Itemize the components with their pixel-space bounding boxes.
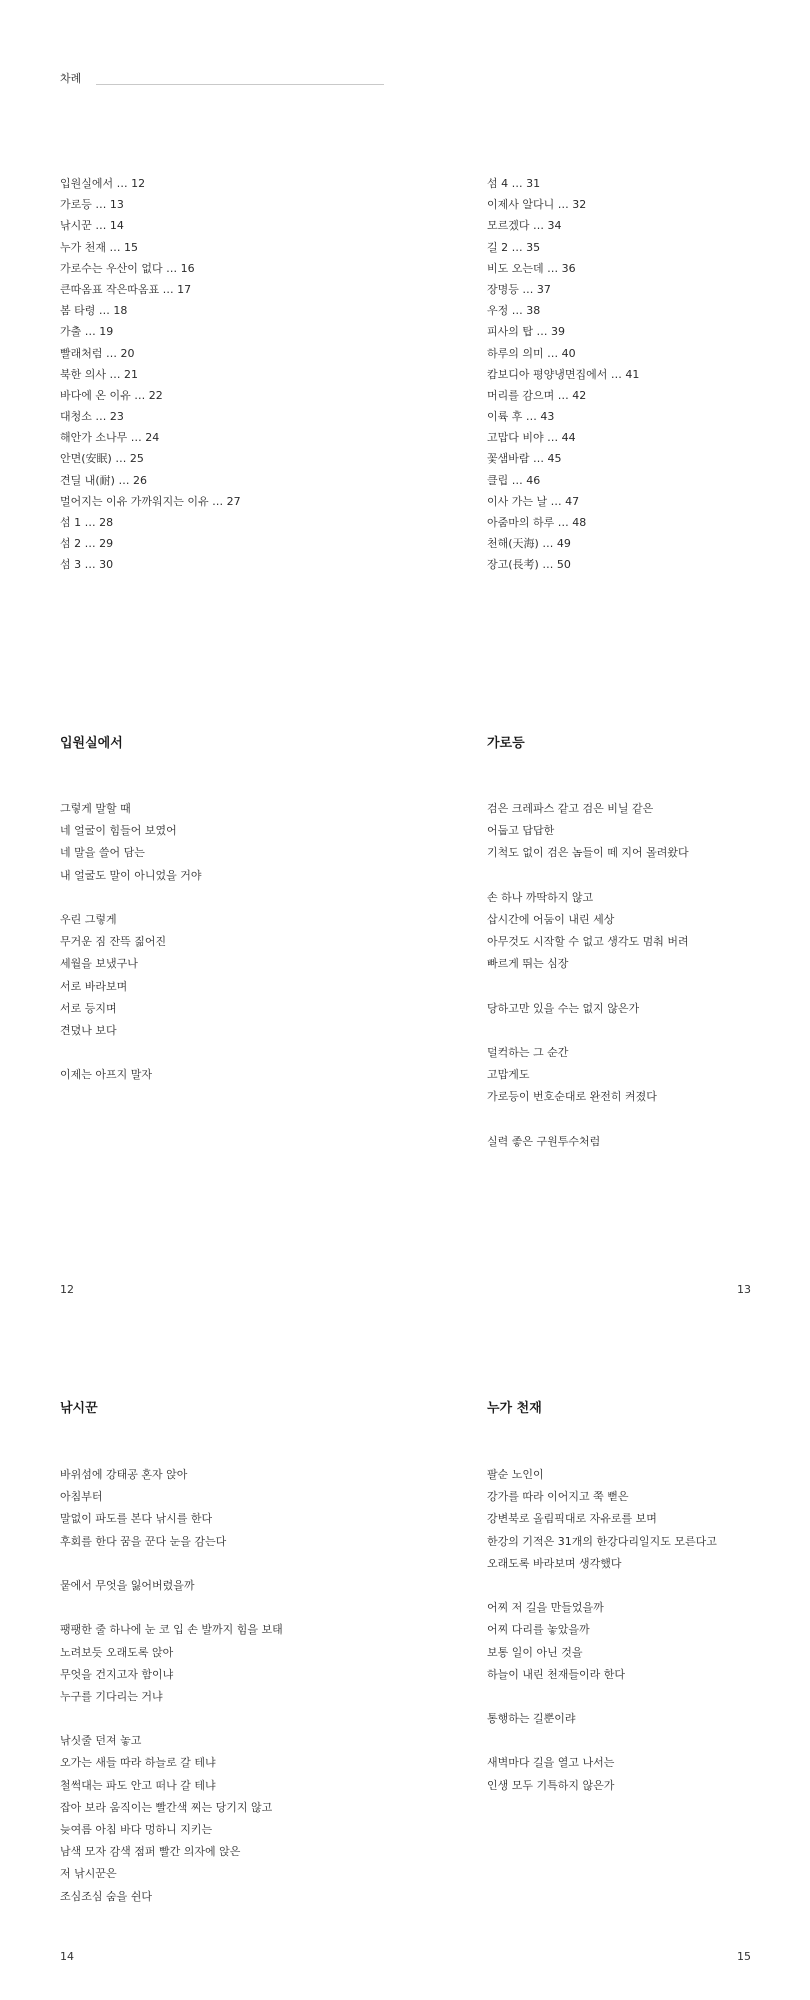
stanza-break bbox=[60, 1600, 283, 1622]
poem-line: 누구를 기다리는 거냐 bbox=[60, 1689, 163, 1703]
toc-entry[interactable]: 바다에 온 이유 … 22 bbox=[60, 388, 163, 402]
poem-line: 기척도 없이 검은 놈들이 떼 지어 몰려왔다 bbox=[487, 846, 689, 860]
toc-entry[interactable]: 고맙다 비야 … 44 bbox=[487, 431, 576, 445]
poem-body bbox=[487, 801, 689, 1156]
toc-entry[interactable]: 견딜 내(耐) … 26 bbox=[60, 473, 147, 487]
toc-entry[interactable]: 가로수는 우산이 없다 … 16 bbox=[60, 261, 195, 275]
poem-line: 서로 등지며 bbox=[60, 1001, 117, 1015]
poem-line: 우린 그렇게 bbox=[60, 912, 117, 926]
poem-line: 후회를 한다 꿈을 꾼다 눈을 감는다 bbox=[60, 1534, 227, 1548]
page-number: 15 bbox=[737, 1950, 751, 1963]
toc-divider bbox=[96, 84, 384, 85]
toc-entry[interactable]: 캄보디아 평양냉면집에서 … 41 bbox=[487, 367, 640, 381]
toc-entry[interactable]: 클립 … 46 bbox=[487, 473, 541, 487]
toc-entry[interactable]: 큰따옴표 작은따옴표 … 17 bbox=[60, 282, 192, 296]
poem-line: 어찌 저 길을 만들었을까 bbox=[487, 1601, 604, 1615]
poem-line: 말없이 파도를 본다 낚시를 한다 bbox=[60, 1512, 213, 1526]
poem-line: 저 낚시꾼은 bbox=[60, 1867, 117, 1881]
poem-line: 그렇게 말할 때 bbox=[60, 802, 131, 815]
poem-line: 노려보듯 오래도록 앉아 bbox=[60, 1645, 174, 1659]
poem-line: 검은 크레파스 같고 검은 비닐 같은 bbox=[487, 802, 654, 815]
toc-right-column bbox=[487, 176, 639, 579]
poem-line: 내 얼굴도 말이 아니었을 거야 bbox=[60, 868, 202, 882]
toc-entry[interactable]: 안면(安眠) … 25 bbox=[60, 452, 144, 466]
toc-entry[interactable]: 이륙 후 … 43 bbox=[487, 410, 555, 424]
toc-entry[interactable]: 꽃샘바람 … 45 bbox=[487, 452, 562, 466]
poem-line: 낚싯줄 던져 놓고 bbox=[60, 1734, 142, 1748]
poem-line: 이제는 아프지 말자 bbox=[60, 1068, 153, 1082]
poem-line: 강가를 따라 이어지고 쭉 뻗은 bbox=[487, 1490, 629, 1504]
poem-line: 가로등이 번호순대로 완전히 켜졌다 bbox=[487, 1090, 657, 1104]
poem-line: 통행하는 길뿐이랴 bbox=[487, 1712, 576, 1726]
toc-entry[interactable]: 북한 의사 … 21 bbox=[60, 367, 138, 381]
poem-line: 오래도록 바라보며 생각했다 bbox=[487, 1556, 622, 1570]
toc-entry[interactable]: 멀어지는 이유 가까워지는 이유 … 27 bbox=[60, 494, 241, 508]
stanza-break bbox=[487, 1733, 717, 1755]
toc-header bbox=[60, 72, 330, 90]
poem-line: 당하고만 있을 수는 없지 않은가 bbox=[487, 1001, 640, 1015]
poem-line: 바위섬에 강태공 혼자 앉아 bbox=[60, 1468, 188, 1481]
poem-line: 견뎠나 보다 bbox=[60, 1023, 117, 1037]
stanza-break bbox=[60, 1711, 283, 1733]
poem-title: 누가 천재 bbox=[487, 1401, 542, 1416]
toc-entry[interactable]: 천해(天海) … 49 bbox=[487, 537, 571, 551]
stanza-break bbox=[60, 890, 202, 912]
poem-line: 서로 바라보며 bbox=[60, 979, 128, 993]
toc-entry[interactable]: 가로등 … 13 bbox=[60, 198, 124, 212]
toc-entry[interactable]: 이제사 알다니 … 32 bbox=[487, 198, 587, 212]
poem-line: 남색 모자 감색 점퍼 빨간 의자에 앉은 bbox=[60, 1845, 241, 1859]
toc-entry[interactable]: 하루의 의미 … 40 bbox=[487, 346, 576, 360]
toc-entry[interactable]: 섬 1 … 28 bbox=[60, 516, 114, 529]
stanza-break bbox=[487, 1578, 717, 1600]
toc-left-column bbox=[60, 176, 241, 579]
toc-entry[interactable]: 이사 가는 날 … 47 bbox=[487, 494, 580, 508]
stanza-break bbox=[487, 1023, 689, 1045]
poem-line: 무거운 짐 잔뜩 짊어진 bbox=[60, 935, 167, 949]
toc-entry[interactable]: 빨래처럼 … 20 bbox=[60, 346, 135, 360]
toc-entry[interactable]: 모르겠다 … 34 bbox=[487, 219, 562, 233]
poem-line: 잡아 보라 움직이는 빨간색 찌는 당기지 않고 bbox=[60, 1800, 273, 1814]
toc-entry[interactable]: 낚시꾼 … 14 bbox=[60, 219, 124, 233]
toc-entry[interactable]: 장고(長考) … 50 bbox=[487, 558, 571, 572]
stanza-break bbox=[487, 868, 689, 890]
toc-entry[interactable]: 섬 4 … 31 bbox=[487, 177, 541, 190]
toc-entry[interactable]: 우정 … 38 bbox=[487, 304, 541, 318]
poem-body bbox=[60, 801, 202, 1089]
stanza-break bbox=[487, 1112, 689, 1134]
poem-line: 팽팽한 줄 하나에 눈 코 입 손 발까지 힘을 보태 bbox=[60, 1623, 283, 1637]
toc-entry[interactable]: 가출 … 19 bbox=[60, 325, 114, 339]
poem-line: 삽시간에 어둠이 내린 세상 bbox=[487, 912, 615, 926]
poem-line: 팔순 노인이 bbox=[487, 1468, 544, 1481]
poem-line: 오가는 새들 따라 하늘로 갈 테냐 bbox=[60, 1756, 216, 1770]
toc-entry[interactable]: 입원실에서 … 12 bbox=[60, 177, 146, 190]
toc-entry[interactable]: 비도 오는데 … 36 bbox=[487, 261, 576, 275]
poem-line: 고맙게도 bbox=[487, 1068, 530, 1082]
poem-line: 한강의 기적은 31개의 한강다리일지도 모른다고 bbox=[487, 1534, 717, 1548]
poem-line: 손 하나 까딱하지 않고 bbox=[487, 890, 594, 904]
page-number: 12 bbox=[60, 1283, 74, 1296]
poem-line: 새벽마다 길을 열고 나서는 bbox=[487, 1756, 615, 1770]
toc-entry[interactable]: 길 2 … 35 bbox=[487, 240, 541, 254]
poem-line: 아무것도 시작할 수 없고 생각도 멈춰 버려 bbox=[487, 935, 689, 949]
toc-entry[interactable]: 섬 3 … 30 bbox=[60, 558, 114, 572]
poem-line: 하늘이 내린 천재들이라 한다 bbox=[487, 1667, 626, 1681]
toc-entry[interactable]: 피사의 탑 … 39 bbox=[487, 325, 565, 339]
toc-title: 차례 bbox=[60, 72, 82, 85]
poem-line: 세월을 보냈구나 bbox=[60, 957, 138, 971]
poem-line: 어둡고 답답한 bbox=[487, 824, 555, 838]
poem-line: 늦여름 아침 바다 멍하니 지키는 bbox=[60, 1823, 213, 1836]
poem-line: 빠르게 뛰는 심장 bbox=[487, 957, 569, 971]
poem-line: 조심조심 숨을 쉰다 bbox=[60, 1889, 153, 1903]
poem-line: 아침부터 bbox=[60, 1490, 103, 1504]
poem-line: 어찌 다리를 놓았을까 bbox=[487, 1623, 590, 1637]
stanza-break bbox=[487, 979, 689, 1001]
poem-line: 뭍에서 무엇을 잃어버렸을까 bbox=[60, 1578, 195, 1592]
poem-line: 철썩대는 파도 안고 떠나 갈 테냐 bbox=[60, 1778, 216, 1792]
poem-line: 네 얼굴이 힘들어 보였어 bbox=[60, 824, 177, 838]
poem-body bbox=[487, 1467, 717, 1800]
toc-entry[interactable]: 해안가 소나무 … 24 bbox=[60, 431, 160, 445]
page-number: 13 bbox=[737, 1283, 751, 1296]
poem-title: 가로등 bbox=[487, 736, 525, 751]
poem-line: 무엇을 건지고자 함이냐 bbox=[60, 1667, 174, 1681]
stanza-break bbox=[60, 1045, 202, 1067]
poem-title: 낚시꾼 bbox=[60, 1401, 98, 1416]
page-number: 14 bbox=[60, 1950, 74, 1963]
toc-entry[interactable]: 누가 천재 … 15 bbox=[60, 240, 138, 254]
poem-body bbox=[60, 1467, 283, 1911]
toc-entry[interactable]: 봄 타령 … 18 bbox=[60, 304, 128, 318]
poem-line: 네 말을 쓸어 담는 bbox=[60, 846, 145, 860]
poem-line: 보통 일이 아닌 것을 bbox=[487, 1645, 583, 1659]
toc-entry[interactable]: 섬 2 … 29 bbox=[60, 537, 114, 551]
toc-entry[interactable]: 대청소 … 23 bbox=[60, 410, 124, 424]
poem-line: 덜컥하는 그 순간 bbox=[487, 1046, 569, 1060]
poem-line: 강변북로 올림픽대로 자유로를 보며 bbox=[487, 1512, 657, 1526]
stanza-break bbox=[60, 1556, 283, 1578]
poem-line: 실력 좋은 구원투수처럼 bbox=[487, 1134, 601, 1148]
toc-entry[interactable]: 머리를 감으며 … 42 bbox=[487, 388, 587, 402]
toc-entry[interactable]: 아줌마의 하루 … 48 bbox=[487, 516, 587, 529]
poem-title: 입원실에서 bbox=[60, 736, 123, 751]
stanza-break bbox=[487, 1689, 717, 1711]
toc-entry[interactable]: 장명등 … 37 bbox=[487, 282, 551, 296]
poem-line: 인생 모두 기특하지 않은가 bbox=[487, 1778, 615, 1792]
